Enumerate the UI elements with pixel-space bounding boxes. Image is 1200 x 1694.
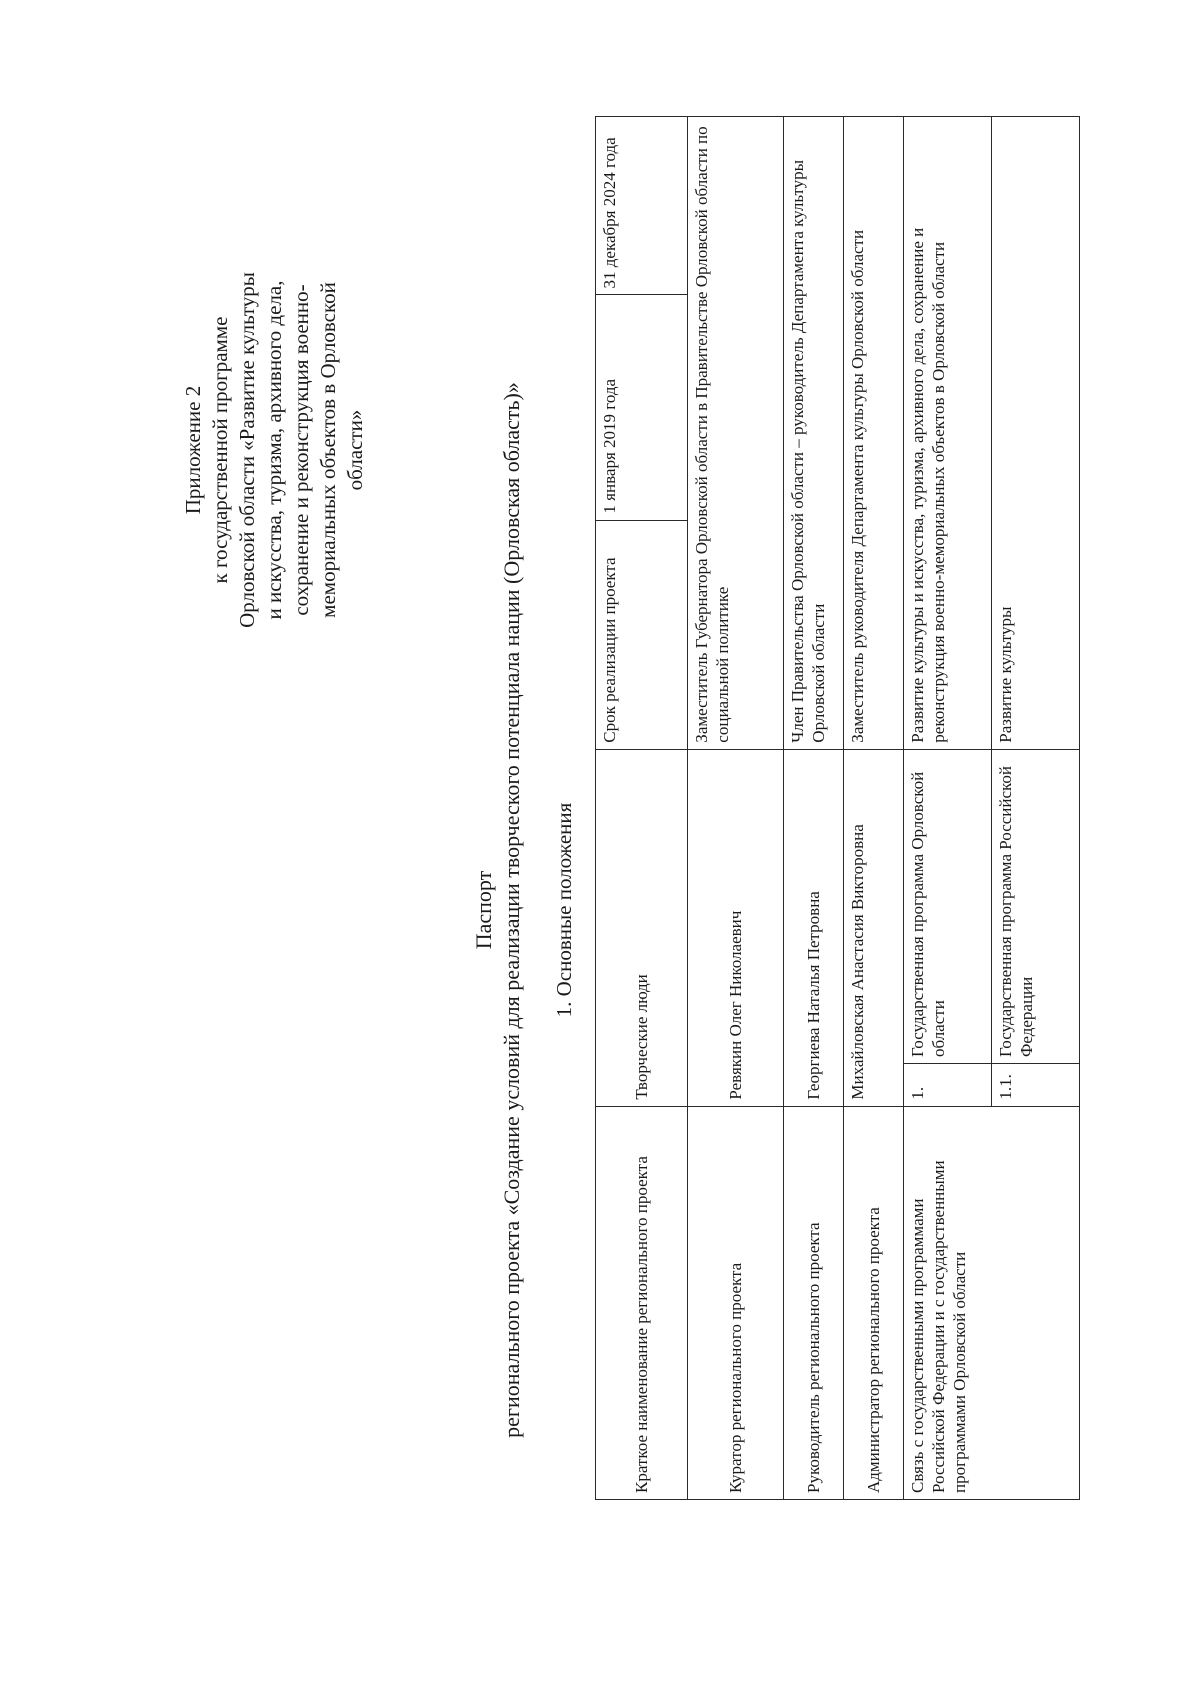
appendix-line: сохранение и реконструкция военно- bbox=[289, 284, 313, 616]
admin-name: Михайловская Анастасия Викторовна bbox=[844, 749, 904, 1106]
table-row bbox=[596, 117, 688, 1500]
program-name: Развитие культуры bbox=[992, 117, 1080, 750]
head-name: Георгиева Наталья Петровна bbox=[784, 749, 844, 1106]
head-label: Руководитель регионального проекта bbox=[784, 1106, 844, 1499]
short-name-label: Краткое наименование регионального проекта bbox=[596, 1106, 688, 1499]
term-label: Срок реализации проекта bbox=[596, 520, 688, 749]
short-name-value: Творческие люди bbox=[596, 749, 688, 1106]
table-row bbox=[904, 117, 992, 1500]
appendix-line: Приложение 2 bbox=[181, 385, 205, 515]
appendix-line: области» bbox=[343, 409, 367, 491]
program-name: Развитие культуры и искусства, туризма, архивного дела, сохранение и реконструкция военно-мемориальных объектов в Орловской области bbox=[904, 117, 992, 750]
document-title bbox=[470, 310, 526, 1510]
curator-position: Заместитель Губернатора Орловской области в Правительстве Орловской области по социальной политике bbox=[688, 117, 784, 750]
appendix-header bbox=[180, 260, 369, 640]
title-line-1: Паспорт bbox=[471, 870, 496, 950]
admin-position: Заместитель руководителя Департамента культуры Орловской области bbox=[844, 117, 904, 750]
table-row bbox=[688, 117, 784, 1500]
title-line-2: регионального проекта «Создание условий для реализации творческого потенциала нации (Орловская область)» bbox=[499, 382, 524, 1438]
document-page bbox=[10, 50, 1190, 1650]
curator-label: Куратор регионального проекта bbox=[688, 1106, 784, 1499]
admin-label: Администратор регионального проекта bbox=[844, 1106, 904, 1499]
appendix-line: к государственной программе bbox=[208, 316, 232, 584]
section-title: 1. Основные положения bbox=[552, 802, 576, 1018]
program-number: 1. bbox=[904, 1064, 992, 1107]
table-row bbox=[784, 117, 844, 1500]
table-row bbox=[844, 117, 904, 1500]
appendix-line: Орловской области «Развитие культуры bbox=[235, 272, 259, 628]
appendix-line: мемориальных объектов в Орловской bbox=[316, 282, 340, 618]
term-start: 1 января 2019 года bbox=[596, 295, 688, 520]
programs-link-label: Связь с государственными программами Российской Федерации и с государственными программами Орловской области bbox=[904, 1106, 1080, 1499]
program-number: 1.1. bbox=[992, 1064, 1080, 1107]
term-end: 31 декабря 2024 года bbox=[596, 117, 688, 295]
program-type: Государственная программа Российской Федерации bbox=[992, 749, 1080, 1063]
appendix-line: и искусства, туризма, архивного дела, bbox=[262, 280, 286, 620]
program-type: Государственная программа Орловской области bbox=[904, 749, 992, 1063]
passport-table bbox=[595, 116, 1080, 1500]
curator-name: Ревякин Олег Николаевич bbox=[688, 749, 784, 1106]
head-position: Член Правительства Орловской области – руководитель Департамента культуры Орловской области bbox=[784, 117, 844, 750]
